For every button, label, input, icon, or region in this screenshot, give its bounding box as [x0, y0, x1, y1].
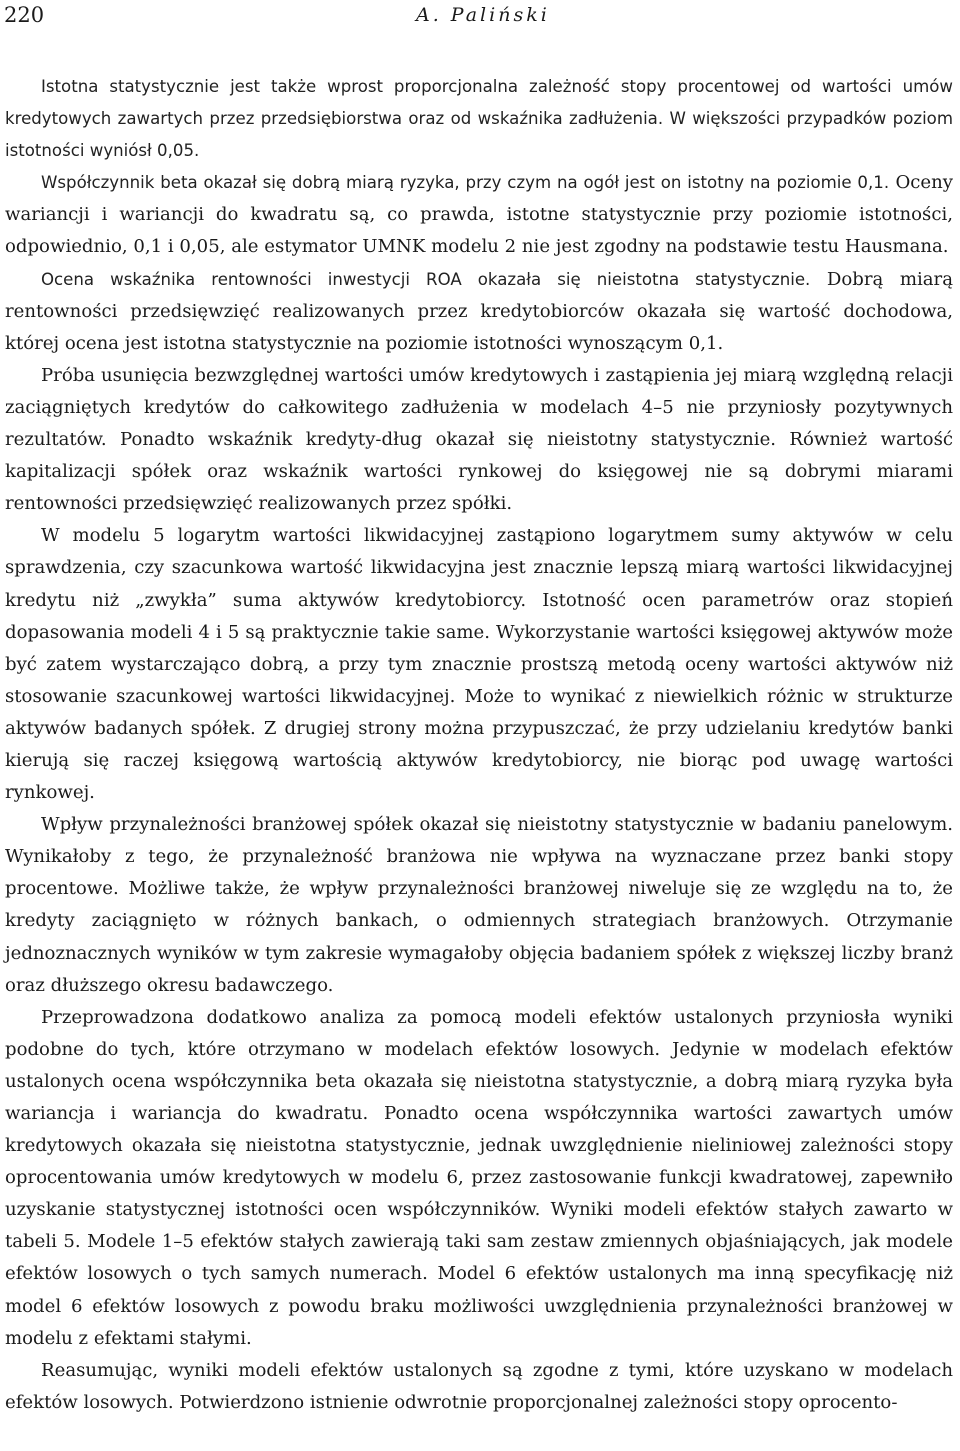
paragraph-text: Oceny wariancji i wariancji do kwadratu są, co prawda, istotne statystycznie przy poziomie istotności, odpowiednio, 0,1 i 0,05, ale estymator UMNK modelu 2 nie jest zgodny na podstawie testu Hausmana. — [5, 172, 953, 258]
paragraph — [5, 167, 953, 263]
page-number: 220 — [4, 3, 45, 27]
paragraph — [5, 520, 953, 809]
body-text — [5, 71, 953, 1419]
paragraph — [5, 1002, 953, 1355]
paragraph-text: Przeprowadzona dodatkowo analiza za pomocą modeli efektów ustalonych przyniosła wyniki podobne do tych, które otrzymano w modelach efektów losowych. Jedynie w modelach efektów ustalonych ocena współczynnika beta okazała się nieistotna statystycznie, a dobrą miarą ryzyka była wariancja i wariancja do kwadratu. Ponadto ocena współczynnika wartości zawartych umów kredytowych okazała się nieistotna statystycznie, jednak uwzględnienie nieliniowej zależności stopy oprocentowania umów kredytowych w modelu 6, przez zastosowanie funkcji kwadratowej, zapewniło uzyskanie statystycznej istotności ocen współczynników. Wyniki modeli efektów stałych zawarto w tabeli 5. Modele 1–5 efektów stałych zawierają taki sam zestaw zmiennych objaśniających, jak modele efektów losowych o tych samych numerach. Model 6 efektów ustalonych ma inną specyfikację niż model 6 efektów losowych z powodu braku możliwości uwzględnienia przynależności branżowej w modelu z efektami stałymi. — [5, 1006, 953, 1349]
paragraph — [5, 1355, 953, 1419]
paragraph-text: Istotna statystycznie jest także wprost proporcjonalna zależność stopy procentowej od wartości umów kredytowych zawartych przez przedsiębiorstwa oraz od wskaźnika zadłużenia. W większości przypadków poziom istotności wyniósł 0,05. — [5, 77, 953, 161]
paragraph — [5, 809, 953, 1002]
page-header — [4, 0, 956, 30]
paragraph — [5, 360, 953, 520]
paragraph-text: Wpływ przynależności branżowej spółek okazał się nieistotny statystycznie w badaniu panelowym. Wynikałoby z tego, że przynależność branżowa nie wpływa na wyznaczane przez banki stopy procentowe. Możliwe także, że wpływ przynależności branżowej niweluje się ze względu na to, że kredyty zaciągnięto w różnych bankach, o odmiennych strategiach branżowych. Otrzymanie jednoznacznych wyników w tym zakresie wymagałoby objęcia badaniem spółek z większej liczby branż oraz dłuższego okresu badawczego. — [5, 814, 953, 996]
paragraph-text: Współczynnik beta okazał się dobrą miarą ryzyka, przy czym na ogół jest on istotny na poziomie 0,1. — [41, 173, 890, 193]
paragraph-text: W modelu 5 logarytm wartości likwidacyjnej zastąpiono logarytmem sumy aktywów w celu sprawdzenia, czy szacunkowa wartość likwidacyjna jest znacznie lepszą miarą wartości likwidacyjnej kredytu niż „zwykła” suma aktywów kredytobiorcy. Istotność ocen parametrów oraz stopień dopasowania modeli 4 i 5 są praktycznie takie same. Wykorzystanie wartości księgowej aktywów może być zatem wystarczająco dobrą, a przy tym znacznie prostszą metodą oceny wartości aktywów niż stosowanie szacunkowej wartości likwidacyjnej. Może to wynikać z niewielkich różnic w strukturze aktywów badanych spółek. Z drugiej strony można przypuszczać, że przy udzielaniu kredytów banki kierują się raczej księgową wartością aktywów kredytobiorcy, nie biorąc pod uwagę wartości rynkowej. — [5, 525, 953, 804]
paragraph — [5, 71, 953, 167]
paragraph-text: Reasumując, wyniki modeli efektów ustalonych są zgodne z tymi, które uzyskano w modelach efektów losowych. Potwierdzono istnienie odwrotnie proporcjonalnej zależności stopy oprocento- — [5, 1359, 953, 1413]
paragraph — [5, 264, 953, 360]
running-head: A. Paliński — [416, 4, 550, 26]
paragraph-text: Ocena wskaźnika rentowności inwestycji ROA okazała się nieistotna statystycznie. — [41, 269, 811, 289]
paragraph-text: Próba usunięcia bezwzględnej wartości umów kredytowych i zastąpienia jej miarą względną relacji zaciągniętych kredytów do całkowitego zadłużenia w modelach 4–5 nie przyniosły pozytywnych rezultatów. Ponadto wskaźnik kredyty-dług okazał się nieistotny statystycznie. Również wartość kapitalizacji spółek oraz wskaźnik wartości rynkowej do księgowej nie są dobrymi miarami rentowności przedsięwzięć realizowanych przez spółki. — [5, 364, 953, 515]
paragraph-text: Dobrą miarą rentowności przedsięwzięć realizowanych przez kredytobiorców okazała się wartość dochodowa, której ocena jest istotna statystycznie na poziomie istotności wynoszącym 0,1. — [5, 268, 953, 354]
